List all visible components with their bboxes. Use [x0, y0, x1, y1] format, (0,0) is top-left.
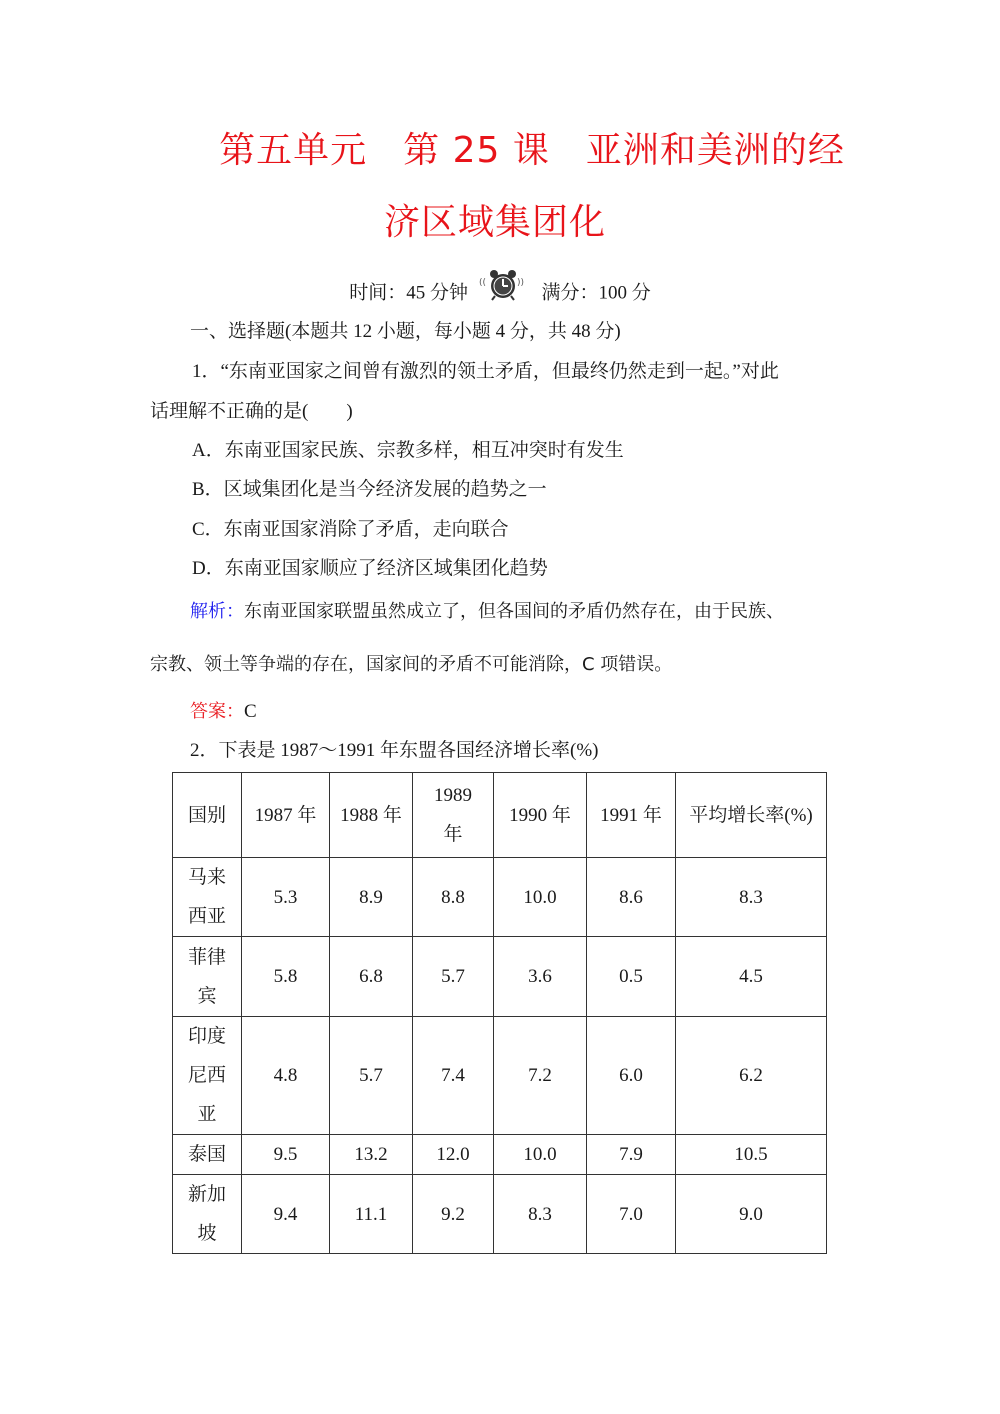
table-cell: 9.2 — [413, 1175, 494, 1254]
header-1987: 1987 年 — [242, 773, 330, 858]
analysis-text-1: 东南亚国家联盟虽然成立了，但各国间的矛盾仍然存在，由于民族、 — [244, 601, 784, 622]
full-score: 满分：100 分 — [541, 282, 651, 304]
table-row — [173, 1017, 827, 1135]
header-1988: 1988 年 — [330, 773, 413, 858]
table-cell: 7.4 — [413, 1017, 494, 1135]
table-cell: 13.2 — [330, 1135, 413, 1175]
table-cell: 9.0 — [676, 1175, 827, 1254]
table-cell: 8.9 — [330, 858, 413, 937]
header-1990: 1990 年 — [494, 773, 587, 858]
table-cell: 6.8 — [330, 937, 413, 1017]
table-row — [173, 937, 827, 1017]
question-1-stem-line-1: 1．“东南亚国家之间曾有激烈的领土矛盾，但最终仍然走到一起。”对此 — [192, 361, 779, 382]
table-cell: 8.3 — [494, 1175, 587, 1254]
question-1-analysis-line-2: 宗教、领土等争端的存在，国家间的矛盾不可能消除，C 项错误。 — [150, 654, 673, 675]
table-row — [173, 1175, 827, 1254]
time-limit: 时间：45 分钟 — [349, 282, 468, 304]
question-1-option-a: A．东南亚国家民族、宗教多样，相互冲突时有发生 — [192, 440, 624, 461]
question-2-stem: 2．下表是 1987～1991 年东盟各国经济增长率(%) — [190, 740, 599, 761]
header-country: 国别 — [173, 773, 242, 858]
country-name — [173, 858, 242, 937]
exam-meta — [0, 274, 1000, 308]
table-cell: 3.6 — [494, 937, 587, 1017]
table-cell: 4.8 — [242, 1017, 330, 1135]
table-cell: 7.0 — [587, 1175, 676, 1254]
table-cell: 11.1 — [330, 1175, 413, 1254]
question-1-stem-line-2: 话理解不正确的是( ) — [150, 401, 353, 422]
country-name-line: 亚 — [197, 1104, 217, 1125]
alarm-clock-icon — [477, 268, 529, 302]
table-cell: 9.4 — [242, 1175, 330, 1254]
table-cell: 8.6 — [587, 858, 676, 937]
header-1989 — [413, 773, 494, 858]
analysis-label: 解析： — [190, 601, 244, 622]
country-name: 泰国 — [173, 1135, 242, 1175]
svg-text:)): )) — [516, 278, 524, 288]
country-name-line: 马来 — [187, 867, 226, 888]
table-cell: 5.3 — [242, 858, 330, 937]
country-name-line: 印度 — [187, 1026, 226, 1047]
question-1-option-c: C．东南亚国家消除了矛盾，走向联合 — [192, 519, 509, 540]
table-cell: 10.0 — [494, 1135, 587, 1175]
answer-label: 答案： — [190, 701, 244, 722]
country-name-line: 西亚 — [187, 906, 226, 927]
header-1989-line-1: 1989 — [434, 785, 472, 806]
title-unit: 第五单元 — [219, 130, 368, 171]
table-cell: 8.8 — [413, 858, 494, 937]
table-cell: 5.8 — [242, 937, 330, 1017]
country-name — [173, 1017, 242, 1135]
question-1-analysis-line-1 — [190, 597, 784, 623]
table-cell: 8.3 — [676, 858, 827, 937]
country-name-line: 坡 — [197, 1223, 217, 1244]
title-lesson: 第 25 课 — [403, 130, 550, 171]
country-name-line: 菲律 — [187, 946, 226, 968]
table-cell: 4.5 — [676, 937, 827, 1017]
country-name — [173, 1175, 242, 1254]
table-cell: 5.7 — [413, 937, 494, 1017]
table-row — [173, 858, 827, 937]
table-cell: 5.7 — [330, 1017, 413, 1135]
table-cell: 6.0 — [587, 1017, 676, 1135]
question-1-option-b: B．区域集团化是当今经济发展的趋势之一 — [192, 479, 547, 500]
table-cell: 12.0 — [413, 1135, 494, 1175]
header-average: 平均增长率(%) — [676, 773, 827, 858]
table-cell: 7.2 — [494, 1017, 587, 1135]
table-cell: 6.2 — [676, 1017, 827, 1135]
page-title-line-2: 济区域集团化 — [383, 202, 606, 243]
growth-rate-table — [172, 772, 827, 1254]
question-1-option-d: D．东南亚国家顺应了经济区域集团化趋势 — [192, 558, 548, 579]
table-header-row — [173, 773, 827, 858]
header-1991: 1991 年 — [587, 773, 676, 858]
table-cell: 9.5 — [242, 1135, 330, 1175]
country-name — [173, 937, 242, 1017]
country-name-line: 尼西 — [187, 1065, 226, 1086]
table-cell: 10.5 — [676, 1135, 827, 1175]
country-name-line: 宾 — [197, 985, 217, 1007]
answer-value: C — [244, 701, 257, 722]
header-1989-line-2: 年 — [443, 824, 463, 845]
table-cell: 7.9 — [587, 1135, 676, 1175]
page-title-line-1 — [32, 122, 1000, 173]
table-row — [173, 1135, 827, 1175]
section-heading: 一、选择题(本题共 12 小题，每小题 4 分，共 48 分) — [190, 321, 621, 342]
title-topic: 亚洲和美洲的经 — [585, 130, 845, 171]
country-name-line: 新加 — [187, 1184, 226, 1205]
svg-text:((: (( — [478, 278, 486, 288]
table-cell: 10.0 — [494, 858, 587, 937]
question-1-answer — [190, 697, 257, 723]
table-cell: 0.5 — [587, 937, 676, 1017]
